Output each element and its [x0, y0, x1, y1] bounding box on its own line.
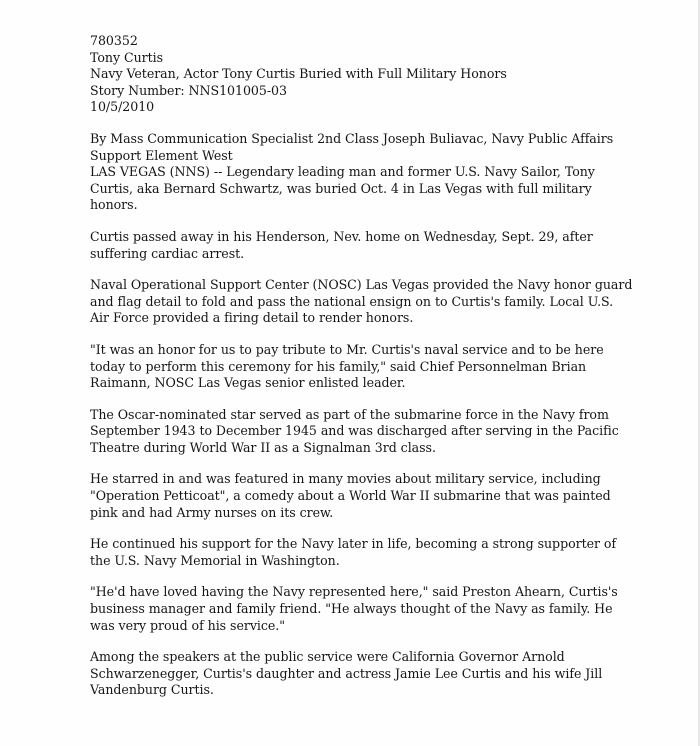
paragraph-6: He starred in and was featured in many movies about military service, including "Operation Petticoat", a comedy about a World War II submarine that was painted pink and had Army nurses on its crew.	[90, 471, 611, 520]
headline: Navy Veteran, Actor Tony Curtis Buried with Full Military Honors	[90, 66, 507, 82]
paragraph-8: "He'd have loved having the Navy represented here," said Preston Ahearn, Curtis's business manager and family friend. "He always thought of the Navy as family. He was very proud of his service."	[90, 584, 618, 633]
story-number: Story Number: NNS101005-03	[90, 82, 287, 98]
subject-name: Tony Curtis	[90, 49, 164, 65]
document-id: 780352	[90, 33, 138, 48]
paragraph-7: He continued his support for the Navy later in life, becoming a strong supporter of the U.S. Navy Memorial in Washington.	[90, 536, 617, 568]
paragraph-4: "It was an honor for us to pay tribute to Mr. Curtis's naval service and to be here today to perform this ceremony for his family," said Chief Personnelman Brian Raimann, NOSC Las Vegas senior enlisted leader.	[90, 341, 604, 391]
publication-date: 10/5/2010	[90, 99, 155, 115]
paragraph-3: Naval Operational Support Center (NOSC) Las Vegas provided the Navy honor guard and flag detail to fold and pass the national ensign on to Curtis's family. Local U.S. Air Force provided a firing detail to render honors.	[90, 277, 633, 326]
paragraph-5: The Oscar-nominated star served as part of the submarine force in the Navy from September 1943 to December 1945 and was discharged after serving in the Pacific Theatre during World War II as a Signalman 3rd class.	[90, 406, 619, 455]
paragraph-9: Among the speakers at the public service were California Governor Arnold Schwarzenegger, Curtis's daughter and actress Jamie Lee Curtis and his wife Jill Vandenburg Curtis.	[90, 649, 603, 698]
press-release	[90, 33, 670, 699]
paragraph-2: Curtis passed away in his Henderson, Nev. home on Wednesday, Sept. 29, after suffering cardiac arrest.	[90, 228, 593, 261]
byline: By Mass Communication Specialist 2nd Class Joseph Buliavac, Navy Public Affairs Support Element West	[90, 130, 614, 163]
paragraph-1: LAS VEGAS (NNS) -- Legendary leading man and former U.S. Navy Sailor, Tony Curtis, aka Bernard Schwartz, was buried Oct. 4 in Las Vegas with full military honors.	[90, 164, 595, 213]
